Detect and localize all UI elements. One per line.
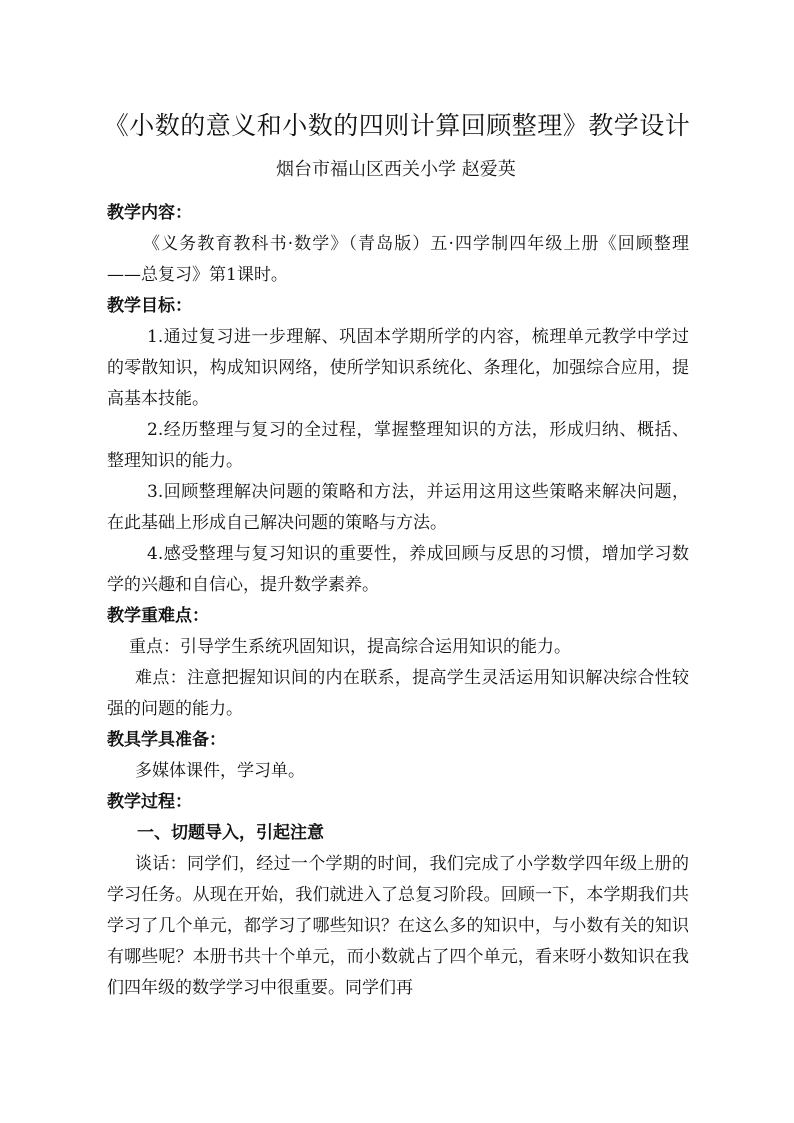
process-step-paragraph: 谈话：同学们，经过一个学期的时间，我们完成了小学数学四年级上册的学习任务。从现在开始，我们就进入了总复习阶段。回顾一下，本学期我们共学习了几个单元，都学习了哪些知识？在这么多的知识中，与小数有关的知识有哪些呢？本册书共十个单元，而小数就占了四个单元，看来呀小数知识在我们四年级的数学学习中很重要。同学们再 — [107, 854, 689, 998]
section-heading-content: 教学内容： — [107, 203, 192, 223]
goal-item: 4.感受整理与复习知识的重要性，养成回顾与反思的习惯，增加学习数学的兴趣和自信心，提升数学素养。 — [107, 544, 689, 595]
process-step-title: 一、切题导入，引起注意 — [137, 823, 324, 843]
materials-paragraph: 多媒体课件，学习单。 — [135, 761, 305, 781]
content-paragraph: 《义务教育教科书·数学》（青岛版）五·四学制四年级上册《回顾整理——总复习》第1课时。 — [107, 234, 689, 285]
goal-item: 2.经历整理与复习的全过程，掌握整理知识的方法，形成归纳、概括、整理知识的能力。 — [107, 420, 689, 471]
section-heading-materials: 教具学具准备： — [107, 730, 226, 750]
document-author: 烟台市福山区西关小学 赵爱英 — [276, 159, 516, 180]
difficulty-paragraph: 难点：注意把握知识间的内在联系，提高学生灵活运用知识解决综合性较强的问题的能力。 — [107, 668, 689, 719]
section-heading-goals: 教学目标： — [107, 296, 192, 316]
document-body — [107, 198, 689, 1004]
document-title: 《小数的意义和小数的四则计算回顾整理》教学设计 — [103, 111, 691, 140]
section-heading-process: 教学过程： — [107, 792, 192, 812]
goal-item: 1.通过复习进一步理解、巩固本学期所学的内容，梳理单元教学中学过的零散知识，构成知识网络，使所学知识系统化、条理化，加强综合应用，提高基本技能。 — [107, 327, 689, 409]
key-point-paragraph: 重点：引导学生系统巩固知识，提高综合运用知识的能力。 — [129, 637, 571, 657]
section-heading-key-points: 教学重难点： — [107, 606, 209, 626]
goal-item: 3.回顾整理解决问题的策略和方法，并运用这用这些策略来解决问题，在此基础上形成自己解决问题的策略与方法。 — [107, 482, 689, 533]
